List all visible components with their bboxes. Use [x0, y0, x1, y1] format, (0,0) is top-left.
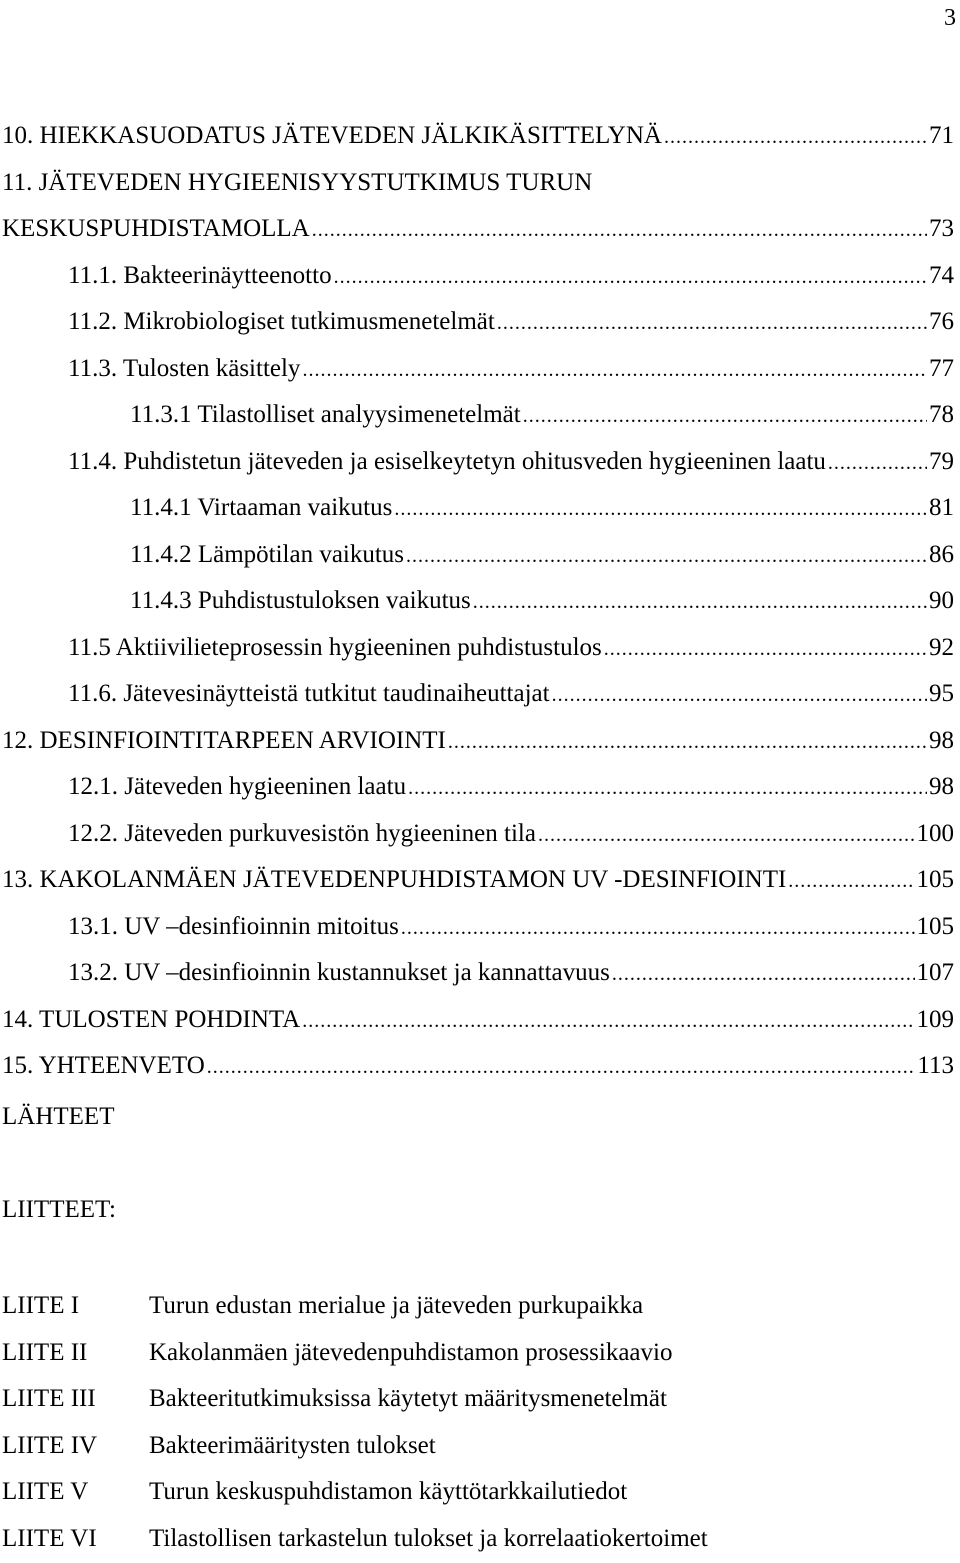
toc-entry-page: 77 — [929, 354, 954, 382]
toc-entry-page: 74 — [929, 261, 954, 289]
toc-entry[interactable] — [0, 857, 960, 904]
toc-leader-dots — [538, 812, 915, 859]
toc-entry-label: 11. JÄTEVEDEN HYGIEENISYYSTUTKIMUS TURUN — [2, 168, 593, 196]
toc-entry[interactable] — [0, 392, 960, 439]
toc-leader-dots — [406, 533, 927, 580]
toc-entry-page: 105 — [916, 912, 954, 940]
toc-entry-label: 14. TULOSTEN POHDINTA — [2, 1005, 301, 1033]
toc-entry-label: 11.2. Mikrobiologiset tutkimusmenetelmät — [68, 308, 495, 335]
toc-entry[interactable] — [0, 578, 960, 625]
toc-leader-dots — [448, 719, 927, 766]
toc-entry-page: 95 — [929, 680, 954, 707]
toc-leader-dots — [523, 393, 927, 440]
toc-entry-label: 13. KAKOLANMÄEN JÄTEVEDENPUHDISTAMON UV -DESINFIOINTI — [2, 866, 787, 893]
toc-entry-label: 11.4.3 Puhdistustuloksen vaikutus — [130, 587, 471, 614]
appendix-code: LIITE I — [2, 1292, 80, 1319]
toc-leader-dots — [302, 347, 927, 394]
toc-entry[interactable] — [0, 811, 960, 858]
toc-entry[interactable] — [0, 253, 960, 300]
toc-leader-dots — [552, 672, 927, 719]
appendix-item — [0, 1469, 960, 1516]
toc-entry-page: 107 — [916, 959, 954, 986]
appendix-item — [0, 1283, 960, 1330]
toc-leader-dots — [497, 300, 927, 347]
toc-entry-label: KESKUSPUHDISTAMOLLA — [2, 215, 310, 242]
toc-entry-page: 86 — [929, 540, 954, 568]
toc-entry-label: 11.4.2 Lämpötilan vaikutus — [130, 540, 405, 568]
toc-entry-label: 11.3.1 Tilastolliset analyysimenetelmät — [130, 401, 521, 428]
toc-entry-page: 92 — [929, 633, 954, 661]
toc-entry-label: 11.4. Puhdistetun jäteveden ja esiselkeytetyn ohitusveden hygieeninen laatu — [68, 447, 826, 475]
appendix-code: LIITE II — [2, 1338, 88, 1366]
toc-leader-dots — [334, 254, 927, 301]
appendix-code: LIITE VI — [2, 1524, 97, 1552]
toc-entry[interactable] — [0, 625, 960, 672]
appendix-title: Bakteerimääritysten tulokset — [149, 1431, 436, 1459]
toc-entry-label: 12.1. Jäteveden hygieeninen laatu — [68, 773, 407, 800]
toc-entry[interactable] — [0, 997, 960, 1044]
toc-entry-label: 11.1. Bakteerinäytteenotto — [68, 261, 332, 289]
appendix-code: LIITE III — [2, 1385, 96, 1413]
toc-entry[interactable] — [0, 904, 960, 951]
toc-entry-page: 71 — [929, 122, 954, 149]
page-number: 3 — [944, 5, 956, 31]
appendix-item — [0, 1330, 960, 1377]
appendix-item — [0, 1376, 960, 1423]
toc-entry-page: 113 — [917, 1052, 954, 1079]
appendix-item — [0, 1423, 960, 1470]
toc-entry[interactable] — [0, 950, 960, 997]
toc-entry-page: 100 — [916, 819, 954, 847]
toc-entry-page: 98 — [929, 773, 954, 800]
appendices-heading: LIITTEET: — [2, 1196, 116, 1223]
toc-leader-dots — [394, 486, 927, 533]
toc-entry-label: 13.1. UV –desinfioinnin mitoitus — [68, 912, 399, 940]
toc-entry-page: 109 — [916, 1005, 954, 1033]
references-heading: LÄHTEET — [2, 1103, 115, 1130]
toc-entry-label: 10. HIEKKASUODATUS JÄTEVEDEN JÄLKIKÄSITTELYNÄ — [2, 122, 662, 149]
toc-leader-dots — [788, 858, 914, 905]
toc-entry-page: 98 — [929, 726, 954, 754]
toc-entry[interactable] — [0, 113, 960, 160]
toc-entry[interactable] — [0, 532, 960, 579]
toc-leader-dots — [408, 765, 927, 812]
toc-entry[interactable] — [0, 764, 960, 811]
toc-entry[interactable] — [0, 671, 960, 718]
toc-entry-label: 12.2. Jäteveden purkuvesistön hygieeninen tila — [68, 819, 536, 847]
toc-entry[interactable] — [0, 485, 960, 532]
toc-entry-label: 15. YHTEENVETO — [2, 1052, 205, 1079]
toc-entry[interactable] — [0, 718, 960, 765]
toc-entry-label: 11.5 Aktiivilieteprosessin hygieeninen puhdistustulos — [68, 633, 602, 661]
toc-entry-label: 13.2. UV –desinfioinnin kustannukset ja kannattavuus — [68, 959, 610, 986]
toc-leader-dots — [312, 207, 927, 254]
toc-leader-dots — [828, 440, 927, 487]
toc-entry[interactable] — [0, 439, 960, 486]
toc-entry[interactable] — [0, 1043, 960, 1090]
appendix-title: Turun edustan merialue ja jäteveden purkupaikka — [149, 1292, 644, 1319]
table-of-contents — [0, 113, 960, 1090]
toc-entry-page: 79 — [929, 447, 954, 475]
appendix-code: LIITE V — [2, 1478, 89, 1506]
appendix-code: LIITE IV — [2, 1431, 98, 1459]
appendix-title: Kakolanmäen jätevedenpuhdistamon prosessikaavio — [149, 1338, 673, 1366]
toc-entry[interactable] — [0, 346, 960, 393]
appendix-title: Turun keskuspuhdistamon käyttötarkkailutiedot — [149, 1478, 628, 1506]
toc-entry[interactable] — [0, 299, 960, 346]
toc-entry-page: 90 — [929, 587, 954, 614]
toc-entry-label: 11.6. Jätevesinäytteistä tutkitut taudinaiheuttajat — [68, 680, 550, 707]
toc-entry-page: 78 — [929, 401, 954, 428]
toc-entry-page: 73 — [929, 215, 954, 242]
toc-leader-dots — [664, 114, 927, 161]
toc-entry-page: 105 — [916, 866, 954, 893]
toc-entry-label: 12. DESINFIOINTITARPEEN ARVIOINTI — [2, 726, 446, 754]
toc-leader-dots — [401, 905, 915, 952]
toc-leader-dots — [473, 579, 927, 626]
toc-entry[interactable] — [0, 160, 960, 207]
appendix-title: Tilastollisen tarkastelun tulokset ja korrelaatiokertoimet — [149, 1524, 708, 1552]
appendix-title: Bakteeritutkimuksissa käytetyt määritysmenetelmät — [149, 1385, 667, 1413]
appendix-list — [0, 1283, 960, 1563]
toc-leader-dots — [207, 1044, 916, 1091]
toc-leader-dots — [612, 951, 915, 998]
toc-entry-page: 76 — [929, 308, 954, 335]
appendix-item — [0, 1516, 960, 1563]
toc-leader-dots — [604, 626, 927, 673]
toc-entry-label: 11.4.1 Virtaaman vaikutus — [130, 494, 393, 521]
toc-entry[interactable] — [0, 206, 960, 253]
toc-entry-label: 11.3. Tulosten käsittely — [68, 354, 301, 382]
toc-leader-dots — [302, 998, 914, 1045]
toc-entry-page: 81 — [929, 494, 954, 521]
